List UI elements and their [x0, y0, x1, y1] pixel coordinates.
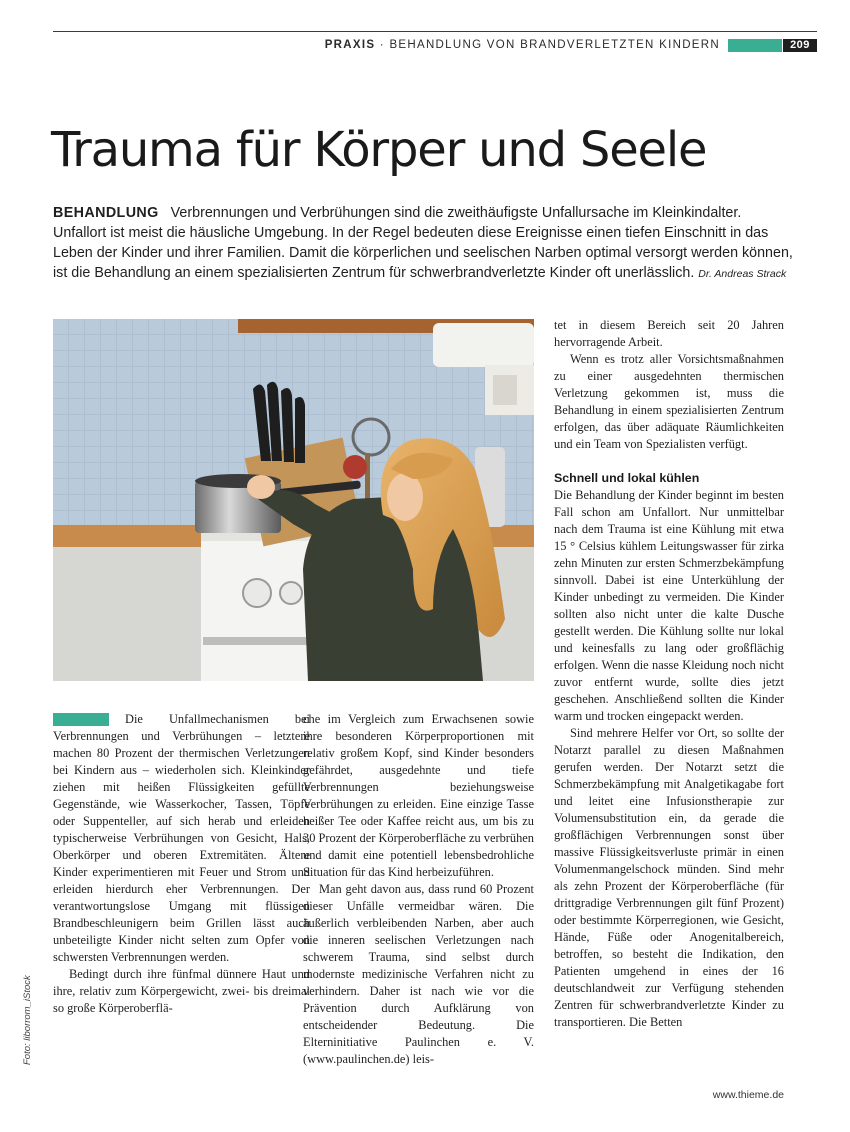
- section-label: PRAXIS: [324, 39, 376, 51]
- article-photo: [53, 319, 534, 681]
- header-accent-bar: [728, 39, 782, 52]
- subheading: Schnell und lokal kühlen: [554, 471, 700, 485]
- paragraph: Die Behandlung der Kinder beginnt im besten Fall schon am Unfallort. Nur unmittelbar nach dem Trauma ist eine Kühlung mit etwa 15 ° Celsius kühlem Leitungswasser für zirka zehn Minuten zur ersten Schmerzbekämpfung sinnvoll. Dabei ist eine Unterkühlung der Kinder unbedingt zu vermeiden. Die Kinder sollten also nicht unter die kalte Dusche gestellt werden. Die Kühlung sollte nur lokal und keinesfalls zu lang oder großflächig erfolgen. Wenn die nasse Kleidung noch nicht zuvor entfernt wurde, sollte dies jetzt geschehen. Anschließend sollten die Kinder warm und trocken eingepackt werden.: [554, 488, 784, 723]
- lead-text: Verbrennungen und Verbrühungen sind die zweithäufigste Unfallursache im Kleinkindalter. Unfallort ist meist die häusliche Umgebung. In der Regel bedeuten diese Ereignisse einen tiefen Einschnitt in das Leben der Kinder und ihrer Familien. Damit die körperlichen und seelischen Narben optimal versorgt werden können, ist die Behandlung an einem spezialisierten Zentrum für schwerbrandverletzte Kinder oft unerlässlich.: [53, 205, 793, 281]
- running-header: [53, 39, 720, 51]
- paragraph: Man geht davon aus, dass rund 60 Prozent dieser Unfälle vermeidbar wären. Die äußerlich verbleibenden Narben, aber auch die inneren seelischen Verletzungen nach schwerem Trauma, sind selbst durch modernste medizinische Verfahren nicht zu verhindern. Daher ist nach wie vor die Prävention durch Aufklärung von entscheidender Bedeutung. Die Elterninitiative Paulinchen e. V. (www.paulinchen.de) leis-: [303, 882, 534, 1066]
- paragraph: Die Unfallmechanismen bei Verbrennungen und Verbrühungen – letztere machen 80 Prozent der thermischen Verletzungen bei Kindern aus – wiederholen sich. Kleinkinder ziehen mit heißen Flüssigkeiten gefüllte Gegenstände, wie Wasserkocher, Tassen, Töpfe oder Suppenteller, auf sich herab und erleiden typischerweise Verbrühungen von Gesicht, Hals, Oberkörper und oberen Extremitäten. Ältere Kinder experimentieren mit Feuer und Strom und erleiden hierdurch eher Verbrennungen. Der verantwortungslose Umgang mit flüssigen Brandbeschleunigern beim Grillen lässt auch unbeteiligte Kinder nicht selten zum Opfer von schwersten Verbrennungen werden.: [53, 712, 310, 964]
- body-column-2: [303, 711, 534, 1068]
- article-author: Dr. Andreas Strack: [698, 268, 787, 280]
- topic-label: BEHANDLUNG VON BRANDVERLETZTEN KINDERN: [389, 39, 720, 51]
- page-number: 209: [783, 39, 817, 52]
- body-column-3: [554, 317, 784, 1031]
- body-column-1: [53, 711, 310, 1017]
- lead-kicker: BEHANDLUNG: [53, 205, 159, 221]
- article-lead: [53, 203, 793, 284]
- paragraph: tet in diesem Bereich seit 20 Jahren hervorragende Arbeit.: [554, 318, 784, 349]
- kitchen-scene-illustration: [53, 319, 534, 681]
- paragraph: Bedingt durch ihre fünfmal dünnere Haut und ihre, relativ zum Körpergewicht, zwei- bis dreimal so große Körperoberflä-: [53, 967, 310, 1015]
- section-separator: ·: [375, 39, 390, 51]
- paragraph: Sind mehrere Helfer vor Ort, so sollte der Notarzt parallel zu diesen Maßnahmen gerufen werden. Der Notarzt setzt die Schmerzbekämpfung mit Analgetikagabe fort und leitet eine Infusionstherapie zur Volumensubstitution ein, da gerade die großflächigen Verbrennungen sonst über massive Flüssigkeitsverluste primär in einen Volumenmangelschock münden. Sind mehr als zehn Prozent der Körperoberfläche (für drittgradige Verbrennungen gilt fünf Prozent) oder bestimmte Körperregionen, wie Gesicht, Hände, Füße oder Anogenitalbereich, betroffen, so besteht die Indikation, den Patienten umgehend in eines der 16 deutschlandweit zur Verfügung stehenden Zentren für schwerbrandverletzte Kinder zu transportieren. Die Betten: [554, 726, 784, 1029]
- paragraph: Wenn es trotz aller Vorsichtsmaßnahmen zu einer ausgedehnten thermischen Verletzung gekommen ist, muss die Behandlung in einem spezialisierten Zentrum erfolgen, das über adäquate Räumlichkeiten und ein Team von Spezialisten verfügt.: [554, 352, 784, 451]
- photo-credit: Foto: liborrom_iStock: [22, 975, 33, 1065]
- footer-url: www.thieme.de: [712, 1089, 784, 1101]
- paragraph: che im Vergleich zum Erwachsenen sowie ihre besonderen Körperproportionen mit relativ großem Kopf, sind Kinder besonders gefährdet, ausgedehnte und tiefe Verbrennungen beziehungsweise Verbrühungen zu erleiden. Eine einzige Tasse heißer Tee oder Kaffee reicht aus, um bis zu 30 Prozent der Körperoberfläche zu verbrühen und damit eine potentiell lebensbedrohliche Situation für das Kind herbeizuführen.: [303, 712, 534, 879]
- article-title: Trauma für Körper und Seele: [51, 122, 707, 178]
- header-rule: [53, 31, 817, 32]
- article-start-marker: [53, 713, 109, 726]
